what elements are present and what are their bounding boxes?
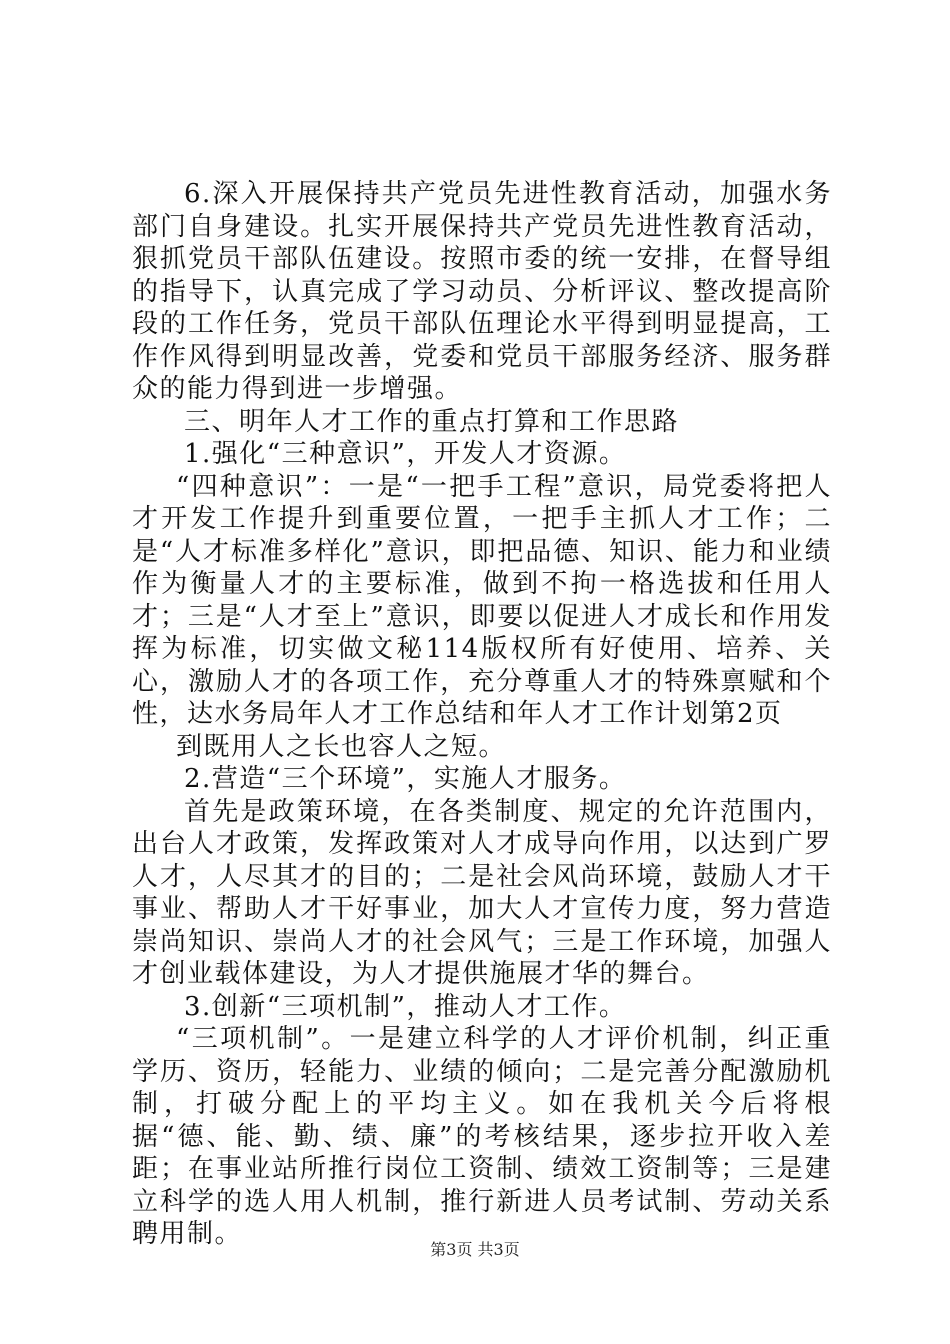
subheading-three-environments: 2.营造“三个环境”，实施人才服务。: [184, 764, 627, 794]
paragraph-mechanisms: “三项机制”。一是建立科学的人才评价机制，纠正重学历、资历，轻能力、业绩的倾向；二是完善分配激励机制，打破分配上的平均主义。如在我机关今后将根据“德、能、勤、绩、廉”的考核结果，逐步拉开收入差距；在事业站所推行岗位工资制、绩效工资制等；三是建立科学的选人用人机制，推行新进人员考试制、劳动关系聘用制。: [132, 1024, 832, 1249]
document-body: [132, 178, 832, 1251]
section-heading-next-year-plan: 三、明年人才工作的重点打算和工作思路: [184, 406, 680, 437]
paragraph-party-education: 6.深入开展保持共产党员先进性教育活动，加强水务部门自身建设。扎实开展保持共产党员先进性教育活动，狠抓党员干部队伍建设。按照市委的统一安排，在督导组的指导下，认真完成了学习动员、分析评议、整改提高阶段的工作任务，党员干部队伍理论水平得到明显提高，工作作风得到明显改善，党委和党员干部服务经济、服务群众的能力得到进一步增强。: [132, 179, 832, 404]
page-indicator: 第3页 共3页: [430, 1240, 520, 1259]
paragraph-four-awareness: “四种意识”：一是“一把手工程”意识，局党委将把人才开发工作提升到重要位置，一把手主抓人才工作；二是“人才标准多样化”意识，即把品德、知识、能力和业绩作为衡量人才的主要标准，做到不拘一格选拔和任用人才；三是“人才至上”意识，即要以促进人才成长和作用发挥为标准，切实做文秘114版权所有好使用、培养、关心，激励人才的各项工作，充分尊重人才的特殊禀赋和个性，达水务局年人才工作总结和年人才工作计划第2页: [132, 471, 832, 729]
page-footer: [0, 1240, 950, 1260]
subheading-three-mechanisms: 3.创新“三项机制”，推动人才工作。: [184, 991, 627, 1022]
paragraph-environments: 首先是政策环境，在各类制度、规定的允许范围内，出台人才政策，发挥政策对人才成导向作用，以达到广罗人才，人尽其才的目的；二是社会风尚环境，鼓励人才干事业、帮助人才干好事业，加大人才宣传力度，努力营造崇尚知识、崇尚人才的社会风气；三是工作环境，加强人才创业载体建设，为人才提供施展才华的舞台。: [132, 796, 832, 989]
subheading-three-awareness: 1.强化“三种意识”，开发人才资源。: [184, 439, 627, 469]
paragraph-continuation: 到既用人之长也容人之短。: [176, 731, 507, 762]
